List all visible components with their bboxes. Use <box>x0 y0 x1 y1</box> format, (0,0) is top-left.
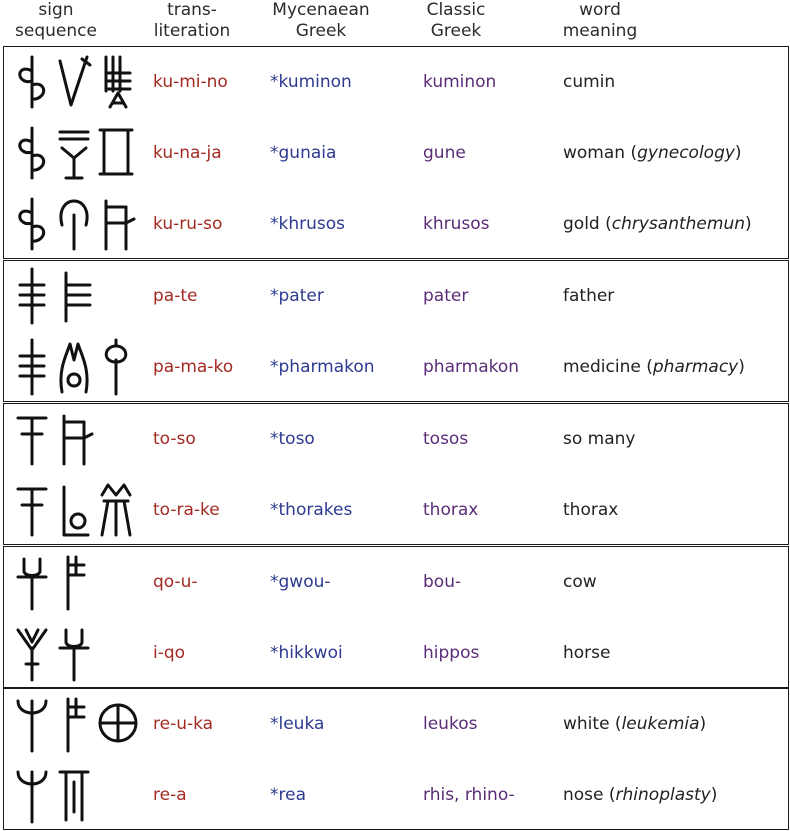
sign-sequence <box>12 122 136 184</box>
sign-sequence <box>12 479 136 541</box>
meaning-text: cumin <box>563 72 616 92</box>
linear-b-sign-ma <box>61 344 87 392</box>
sign-sequence-glyphs <box>12 622 96 684</box>
sign-sequence-glyphs <box>12 122 138 184</box>
table-row <box>4 547 788 618</box>
classic-greek: pater <box>423 286 469 306</box>
classic-greek: hippos <box>423 643 480 663</box>
sign-sequence-glyphs <box>12 479 138 541</box>
linear-b-sign-ka <box>100 705 136 741</box>
linear-b-sign-ra <box>64 487 88 535</box>
linear-b-sign-i <box>18 630 46 680</box>
meaning-etymology: leukemia <box>621 714 700 734</box>
classic-greek: leukos <box>423 714 478 734</box>
meaning-etymology: rhinoplasty <box>615 785 711 805</box>
classic-greek: gune <box>423 143 466 163</box>
linear-b-sign-ku <box>20 199 44 249</box>
word-meaning <box>563 72 615 92</box>
linear-b-sign-so <box>64 416 92 464</box>
mycenaean-greek: *thorakes <box>270 500 353 520</box>
sign-sequence-glyphs <box>12 265 96 327</box>
word-meaning: medicine (pharmacy) <box>563 357 745 377</box>
linear-b-sign-a <box>60 772 88 820</box>
table-row <box>4 618 788 689</box>
word-group <box>3 260 789 402</box>
sign-sequence-glyphs <box>12 193 138 255</box>
sign-sequence <box>12 193 136 255</box>
word-meaning <box>563 572 597 592</box>
word-meaning <box>563 500 618 520</box>
sign-sequence <box>12 408 136 470</box>
mycenaean-greek: *gunaia <box>270 143 337 163</box>
mycenaean-greek: *gwou- <box>270 572 331 592</box>
mycenaean-greek: *toso <box>270 429 315 449</box>
word-meaning <box>563 429 635 449</box>
header-mycenaean-greek: Mycenaean Greek <box>272 0 370 41</box>
table-row <box>4 475 788 546</box>
meaning-text: medicine <box>563 357 641 377</box>
mycenaean-greek: *pharmakon <box>270 357 375 377</box>
meaning-text: cow <box>563 572 597 592</box>
meaning-text: woman <box>563 143 626 163</box>
meaning-etymology: chrysanthemun <box>611 214 745 234</box>
linear-b-sign-qo <box>18 559 46 609</box>
sign-sequence <box>12 764 136 826</box>
linear-b-sign-na <box>60 132 88 178</box>
linear-b-sign-to <box>18 489 46 535</box>
sign-sequence-glyphs <box>12 551 96 613</box>
sign-sequence <box>12 51 136 113</box>
word-group <box>3 546 789 688</box>
linear-b-sign-so <box>106 201 134 249</box>
transliteration: ku-ru-so <box>153 214 223 234</box>
sign-sequence <box>12 693 136 755</box>
mycenaean-greek: *hikkwoi <box>270 643 343 663</box>
word-meaning: gold (chrysanthemun) <box>563 214 752 234</box>
meaning-text: father <box>563 286 615 306</box>
meaning-text: horse <box>563 643 611 663</box>
meaning-text: white <box>563 714 610 734</box>
meaning-text: so many <box>563 429 636 449</box>
linear-b-sign-ke <box>102 485 130 535</box>
linear-b-sign-no <box>106 57 130 107</box>
linear-b-sign-ru <box>61 201 87 249</box>
meaning-text: nose <box>563 785 604 805</box>
linear-b-sign-u <box>68 699 84 751</box>
classic-greek: kuminon <box>423 72 497 92</box>
table-row <box>4 689 788 760</box>
transliteration: i-qo <box>153 643 186 663</box>
transliteration: ku-mi-no <box>153 72 228 92</box>
table-row <box>4 760 788 831</box>
table-row <box>4 261 788 332</box>
classic-greek: khrusos <box>423 214 490 234</box>
sign-sequence-glyphs <box>12 336 138 398</box>
transliteration: pa-te <box>153 286 198 306</box>
transliteration: re-u-ka <box>153 714 214 734</box>
linear-b-sign-te <box>66 273 90 321</box>
linear-b-sign-mi <box>60 57 90 105</box>
meaning-text: gold <box>563 214 600 234</box>
sign-sequence-glyphs <box>12 408 96 470</box>
linear-b-sign-pa <box>20 340 44 394</box>
header-transliteration: trans- literation <box>153 0 231 41</box>
transliteration: re-a <box>153 785 187 805</box>
header-classic-greek: Classic Greek <box>426 0 486 41</box>
table-row <box>4 189 788 260</box>
meaning-etymology: gynecology <box>637 143 735 163</box>
word-group <box>3 403 789 545</box>
transliteration: ku-na-ja <box>153 143 222 163</box>
word-meaning: woman (gynecology) <box>563 143 742 163</box>
word-meaning: white (leukemia) <box>563 714 707 734</box>
transliteration: pa-ma-ko <box>153 357 234 377</box>
linear-b-sign-pa <box>20 269 44 323</box>
header-sign-sequence: sign sequence <box>15 0 97 41</box>
sign-sequence <box>12 622 136 684</box>
classic-greek: rhis, rhino- <box>423 785 515 805</box>
sign-sequence-glyphs <box>12 764 96 826</box>
table-row <box>4 332 788 403</box>
mycenaean-greek: *khrusos <box>270 214 345 234</box>
mycenaean-greek: *rea <box>270 785 306 805</box>
linear-b-sign-to <box>18 418 46 464</box>
word-group <box>3 688 789 830</box>
table-row <box>4 47 788 118</box>
linear-b-sign-ko <box>106 340 126 394</box>
mycenaean-greek: *pater <box>270 286 324 306</box>
classic-greek: tosos <box>423 429 469 449</box>
classic-greek: thorax <box>423 500 479 520</box>
sign-sequence <box>12 551 136 613</box>
word-meaning: nose (rhinoplasty) <box>563 785 718 805</box>
word-meaning <box>563 286 614 306</box>
linear-b-sign-re <box>18 772 46 822</box>
sign-sequence <box>12 265 136 327</box>
table-header <box>0 0 790 44</box>
sign-sequence-glyphs <box>12 51 138 113</box>
transliteration: to-ra-ke <box>153 500 220 520</box>
mycenaean-greek: *kuminon <box>270 72 352 92</box>
word-group <box>3 46 789 259</box>
mycenaean-greek: *leuka <box>270 714 325 734</box>
table-row <box>4 118 788 189</box>
header-word-meaning: word meaning <box>562 0 638 41</box>
classic-greek: pharmakon <box>423 357 520 377</box>
table-row <box>4 404 788 475</box>
linear-b-sign-qo <box>60 630 88 680</box>
meaning-text: thorax <box>563 500 619 520</box>
linear-b-sign-ja <box>100 130 132 174</box>
linear-b-sign-ku <box>20 128 44 178</box>
sign-sequence <box>12 336 136 398</box>
classic-greek: bou- <box>423 572 462 592</box>
word-meaning <box>563 643 610 663</box>
sign-sequence-glyphs <box>12 693 138 755</box>
linear-b-sign-u <box>68 557 84 609</box>
linear-b-sign-ku <box>20 57 44 107</box>
transliteration: to-so <box>153 429 196 449</box>
meaning-etymology: pharmacy <box>652 357 739 377</box>
linear-b-sign-re <box>18 701 46 751</box>
transliteration: qo-u- <box>153 572 198 592</box>
